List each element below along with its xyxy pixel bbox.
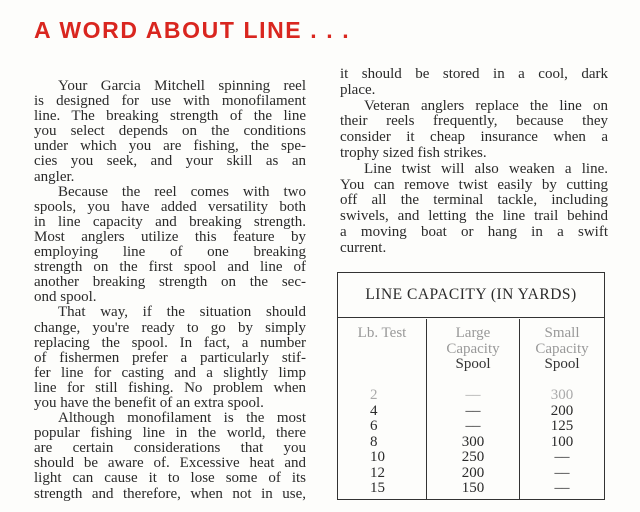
text-line: Although monofilament is the most [58,410,306,427]
text-line: line for still fishing. No problem when [34,379,306,396]
text-line: swivels, and letting the line trail behind [340,208,608,225]
text-line: change, you're ready to go by simply [34,319,306,336]
table-column-lb-test [338,319,427,499]
text-line: Line twist will also weaken a line. [364,160,608,177]
table-cell: 8 [370,433,378,450]
table-cell: 150 [461,480,485,496]
column-header [520,319,604,388]
header-text: Small [544,325,580,341]
text-line: You can remove twist easily by cutting [340,176,608,193]
text-line: Because the reel comes with two [58,183,306,200]
text-line: angler. [34,168,75,185]
text-line: trophy sized fish strikes. [340,144,487,161]
column-header [338,319,426,388]
header-text: Capacity [446,340,500,357]
text-line: employing line of one breaking [34,244,306,261]
table-cell: 12 [370,464,385,481]
header-text: Large [455,325,491,341]
table-cell: 300 [550,387,574,403]
text-line: strength on the first spool and line of [34,259,306,276]
text-line: are certain considerations that you [34,440,306,457]
table-cell: 250 [461,449,485,465]
text-line: another breaking strength on the sec- [34,274,306,291]
table-cell: 125 [550,418,574,434]
text-line: consider it cheap insurance when a [340,129,608,146]
header-text: Lb. Test [357,325,407,341]
table-column-small-spool [520,319,604,499]
text-line: of fishermen prefer a particularly stif- [34,349,306,366]
page-title: A WORD ABOUT LINE . . . [34,17,351,43]
text-line: replacing the spool. In fact, a number [34,334,306,351]
text-line: you select depends on the conditions [34,123,306,140]
table-cell: 10 [370,449,385,465]
text-line: light can cause it to lose some of its [34,470,306,487]
text-line: their reels frequently, because they [340,113,608,130]
column-header [427,319,519,388]
table-cell: 15 [370,480,385,496]
table-cell: –– [554,449,570,465]
text-line: off all the terminal tackle, including [340,192,608,209]
table-column-large-spool [427,319,520,499]
table-cell: 2 [370,387,378,403]
text-line: spools, you have added versatility both [34,198,306,215]
table-cell: 100 [550,433,574,450]
text-line: ond spool. [34,289,97,306]
text-line: popular fishing line in the world, there [34,425,306,442]
header-text: Spool [544,356,580,372]
text-line: you have the benefit of an extra spool. [34,394,264,411]
table-cell: –– [554,480,570,496]
table-cell: –– [554,464,570,481]
text-line: is designed for use with monofilament [34,93,306,110]
text-line: place. [340,81,376,98]
text-line: Your Garcia Mitchell spinning reel [58,78,306,94]
text-line: line. The breaking strength of the line [34,108,306,125]
right-column [340,67,608,257]
table-cell: –– [465,418,481,434]
text-line: That way, if the situation should [58,304,306,321]
table-cell: 200 [461,464,485,481]
text-line: cies you seek, and your skill as an [34,153,306,170]
text-line: a moving boat or hang in a swift [340,223,608,240]
header-text: Capacity [535,340,589,357]
table-title: LINE CAPACITY (IN YARDS) [338,273,604,318]
text-line: fer line for casting and a slightly limp [34,364,306,381]
header-text: Spool [455,356,491,372]
text-line: under which you are fishing, the spe- [34,138,306,155]
table-cell: 300 [461,433,485,450]
table-cell: –– [465,402,481,419]
left-column [34,79,306,502]
text-line: Most anglers utilize this feature by [34,228,306,245]
line-capacity-table [337,272,605,500]
table-cell: 6 [370,418,378,434]
text-line: Veteran anglers replace the line on [364,97,608,114]
table-cell: 200 [550,402,574,419]
text-line: it should be stored in a cool, dark [340,66,608,82]
table-cell: 4 [370,402,378,419]
text-line: should be aware of. Excessive heat and [34,455,306,472]
text-line: current. [340,239,387,256]
text-line: in line capacity and breaking strength. [34,213,306,230]
table-cell: –– [465,387,481,403]
text-line: strength and therefore, when not in use, [34,485,306,502]
